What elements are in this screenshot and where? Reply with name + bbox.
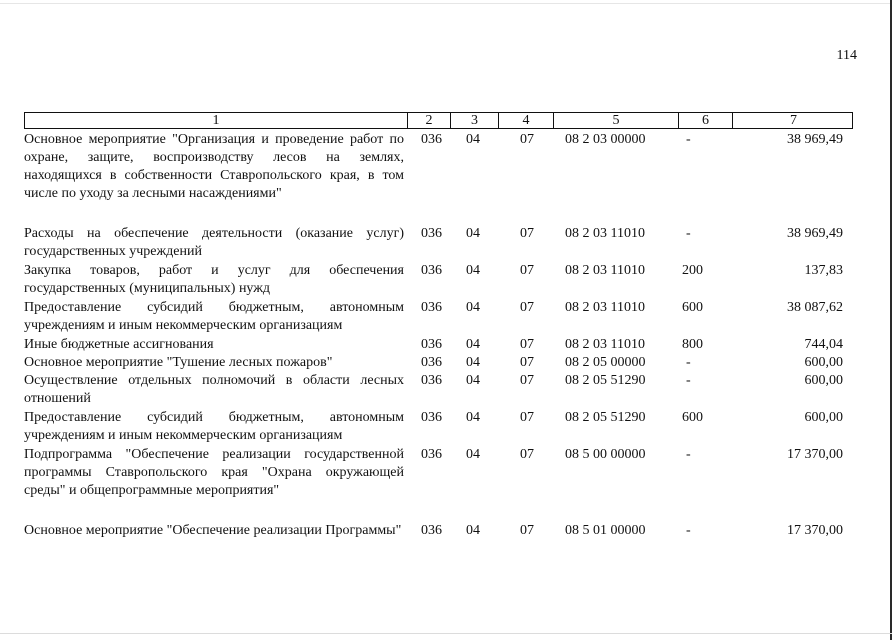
header-col-5: 5 [554,113,679,128]
row-col-5: 08 2 03 00000 [565,132,646,147]
table-row [24,262,853,298]
header-col-6: 6 [679,113,733,128]
row-col-2: 036 [421,447,442,462]
row-col-4: 07 [520,355,534,370]
row-col-3: 04 [466,132,480,147]
row-col-3: 04 [466,373,480,388]
row-col-6: 600 [682,300,703,315]
row-name: Основное мероприятие "Тушение лесных пожаров" [24,355,333,370]
table-row [24,372,853,408]
row-col-4: 07 [520,226,534,241]
row-name: Подпрограмма "Обеспечение реализации государственной программы Ставропольского края "Охрана окружающей среды" и общепрограммные мероприятия" [24,447,404,498]
row-col-3: 04 [466,410,480,425]
header-col-3: 3 [451,113,499,128]
row-col-3: 04 [466,263,480,278]
row-name: Основное мероприятие "Организация и проведение работ по охране, защите, воспроизводству лесов на землях, находящихся в собственности Ставропольского края, в том числе по уходу за лесными насаждениями" [24,132,404,201]
row-col-6: - [686,355,691,370]
table-row [24,446,853,500]
row-col-3: 04 [466,523,480,538]
row-col-7: 744,04 [804,337,843,352]
row-col-2: 036 [421,355,442,370]
row-col-7: 38 969,49 [787,132,843,147]
header-col-1: 1 [25,113,408,128]
table-row [24,131,853,203]
page-number: 114 [836,48,857,63]
scan-edge-bottom [0,633,892,634]
row-name: Предоставление субсидий бюджетным, автономным учреждениям и иным некоммерческим организациям [24,410,404,443]
row-col-4: 07 [520,373,534,388]
row-col-2: 036 [421,132,442,147]
row-col-5: 08 2 05 00000 [565,355,646,370]
row-col-6: - [686,226,691,241]
scan-edge-top [0,3,892,4]
table-row [24,299,853,335]
row-col-6: 600 [682,410,703,425]
row-col-4: 07 [520,410,534,425]
row-col-5: 08 2 05 51290 [565,373,646,388]
row-name: Предоставление субсидий бюджетным, автономным учреждениям и иным некоммерческим организациям [24,300,404,333]
row-col-5: 08 2 03 11010 [565,337,645,352]
row-col-7: 17 370,00 [787,447,843,462]
row-col-4: 07 [520,447,534,462]
row-col-5: 08 2 05 51290 [565,410,646,425]
row-col-7: 600,00 [804,410,843,425]
row-col-2: 036 [421,523,442,538]
row-col-3: 04 [466,447,480,462]
row-col-3: 04 [466,355,480,370]
row-col-6: - [686,523,691,538]
row-col-7: 600,00 [804,373,843,388]
table-row [24,522,853,540]
row-col-3: 04 [466,337,480,352]
row-col-5: 08 2 03 11010 [565,226,645,241]
row-col-7: 38 969,49 [787,226,843,241]
table-row [24,225,853,261]
row-col-5: 08 5 00 00000 [565,447,646,462]
row-col-4: 07 [520,300,534,315]
row-col-6: - [686,447,691,462]
row-name: Основное мероприятие "Обеспечение реализации Программы" [24,523,402,538]
row-col-7: 17 370,00 [787,523,843,538]
row-name: Иные бюджетные ассигнования [24,337,214,352]
header-col-4: 4 [499,113,554,128]
table-row [24,354,853,372]
row-col-2: 036 [421,373,442,388]
row-col-2: 036 [421,226,442,241]
row-col-2: 036 [421,300,442,315]
row-col-2: 036 [421,263,442,278]
row-col-7: 38 087,62 [787,300,843,315]
row-col-5: 08 5 01 00000 [565,523,646,538]
row-col-4: 07 [520,263,534,278]
row-name: Расходы на обеспечение деятельности (оказание услуг) государственных учреждений [24,226,404,259]
row-col-5: 08 2 03 11010 [565,263,645,278]
table-row [24,336,853,354]
row-col-4: 07 [520,337,534,352]
row-col-5: 08 2 03 11010 [565,300,645,315]
table-body [24,131,853,540]
row-col-3: 04 [466,300,480,315]
row-col-2: 036 [421,337,442,352]
header-col-2: 2 [408,113,451,128]
row-col-7: 600,00 [804,355,843,370]
row-col-2: 036 [421,410,442,425]
table-header-row [24,112,853,129]
row-name: Осуществление отдельных полномочий в области лесных отношений [24,373,404,406]
row-col-6: 200 [682,263,703,278]
row-col-4: 07 [520,523,534,538]
header-col-7: 7 [790,113,797,128]
row-col-4: 07 [520,132,534,147]
row-col-6: 800 [682,337,703,352]
table-row [24,409,853,445]
row-col-7: 137,83 [804,263,843,278]
row-col-6: - [686,132,691,147]
row-col-3: 04 [466,226,480,241]
row-name: Закупка товаров, работ и услуг для обеспечения государственных (муниципальных) нужд [24,263,404,296]
row-col-6: - [686,373,691,388]
